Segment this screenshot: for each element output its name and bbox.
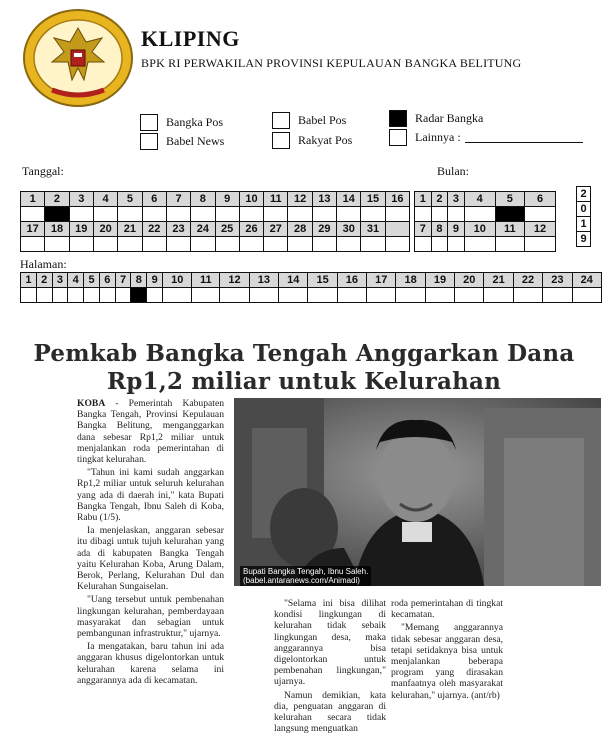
headline-line-1: Pemkab Bangka Tengah Anggarkan Dana — [33, 340, 575, 367]
grid-mark-cell[interactable] — [337, 207, 361, 222]
grid-mark-cell[interactable] — [220, 288, 249, 303]
grid-number-cell: 31 — [361, 222, 385, 237]
grid-number-cell: 16 — [337, 273, 366, 288]
source-radar-bangka[interactable] — [389, 110, 483, 127]
grid-mark-cell[interactable] — [52, 288, 68, 303]
grid-number-cell: 8 — [431, 222, 448, 237]
headline-line-2: Rp1,2 miliar untuk Kelurahan — [106, 368, 502, 395]
grid-number-cell: 5 — [84, 273, 100, 288]
grid-number-cell: 19 — [425, 273, 454, 288]
grid-mark-cell-selected[interactable] — [131, 288, 147, 303]
grid-mark-cell[interactable] — [147, 288, 163, 303]
article-column-3 — [391, 598, 503, 703]
grid-mark-cell[interactable] — [239, 237, 263, 252]
grid-number-cell — [385, 222, 409, 237]
tanggal-grid[interactable] — [20, 191, 410, 252]
clipping-title: KLIPING — [141, 26, 240, 51]
grid-number-cell: 10 — [239, 192, 263, 207]
tanggal-label: Tanggal: — [22, 164, 64, 178]
grid-mark-cell[interactable] — [21, 207, 45, 222]
photo-caption: Bupati Bangka Tengah, Ibnu Saleh. (babel.antaranews.com/Animadi) — [240, 566, 371, 586]
grid-mark-cell[interactable] — [115, 288, 131, 303]
source-label: Rakyat Pos — [298, 133, 353, 147]
grid-mark-cell[interactable] — [484, 288, 513, 303]
grid-number-cell: 3 — [52, 273, 68, 288]
grid-mark-cell[interactable] — [337, 288, 366, 303]
grid-mark-cell[interactable] — [464, 237, 495, 252]
grid-number-cell: 5 — [118, 192, 142, 207]
grid-number-cell: 11 — [192, 273, 220, 288]
grid-mark-cell[interactable] — [288, 237, 312, 252]
grid-number-cell: 4 — [68, 273, 84, 288]
grid-number-cell: 8 — [191, 192, 215, 207]
grid-mark-cell[interactable] — [464, 207, 495, 222]
grid-mark-cell[interactable] — [191, 207, 215, 222]
grid-mark-cell[interactable] — [84, 288, 100, 303]
grid-number-cell: 7 — [166, 192, 190, 207]
grid-mark-cell[interactable] — [396, 288, 425, 303]
grid-number-cell: 3 — [69, 192, 93, 207]
grid-mark-cell[interactable] — [308, 288, 337, 303]
grid-number-cell: 2 — [36, 273, 52, 288]
grid-mark-cell[interactable] — [455, 288, 484, 303]
source-label: Bangka Pos — [166, 115, 223, 129]
grid-mark-cell[interactable] — [279, 288, 308, 303]
grid-number-cell: 15 — [361, 192, 385, 207]
grid-number-cell: 25 — [215, 222, 239, 237]
grid-number-cell: 14 — [279, 273, 308, 288]
grid-mark-cell[interactable] — [21, 288, 37, 303]
bpk-logo — [22, 8, 134, 108]
grid-mark-cell[interactable] — [264, 237, 288, 252]
bupati-photo — [234, 398, 601, 586]
grid-mark-cell[interactable] — [142, 237, 166, 252]
grid-number-cell: 23 — [166, 222, 190, 237]
grid-number-cell: 2 — [431, 192, 448, 207]
grid-mark-cell[interactable] — [36, 288, 52, 303]
grid-number-cell: 4 — [93, 192, 117, 207]
grid-mark-cell[interactable] — [99, 288, 115, 303]
source-rakyat-pos[interactable] — [272, 132, 352, 149]
source-lainnya[interactable] — [389, 129, 583, 146]
grid-number-cell: 10 — [163, 273, 192, 288]
grid-mark-cell[interactable] — [543, 288, 572, 303]
grid-number-cell: 23 — [543, 273, 572, 288]
grid-number-cell: 13 — [249, 273, 278, 288]
agency-name: BPK RI PERWAKILAN PROVINSI KEPULAUAN BANGKA BELITUNG — [141, 56, 522, 70]
grid-mark-cell[interactable] — [415, 237, 432, 252]
grid-mark-cell[interactable] — [425, 288, 454, 303]
source-babel-pos[interactable] — [272, 112, 346, 129]
grid-mark-cell[interactable] — [69, 237, 93, 252]
grid-mark-cell[interactable] — [215, 237, 239, 252]
grid-number-cell: 3 — [448, 192, 465, 207]
grid-mark-cell[interactable] — [21, 237, 45, 252]
source-label: Babel Pos — [298, 113, 347, 127]
grid-number-cell: 13 — [312, 192, 336, 207]
grid-number-cell: 29 — [312, 222, 336, 237]
grid-number-cell: 24 — [191, 222, 215, 237]
grid-number-cell: 20 — [455, 273, 484, 288]
grid-number-cell: 6 — [142, 192, 166, 207]
grid-number-cell: 12 — [525, 222, 556, 237]
grid-number-cell: 20 — [93, 222, 117, 237]
bulan-grid[interactable] — [414, 191, 556, 252]
grid-mark-cell[interactable] — [385, 207, 409, 222]
grid-mark-cell[interactable] — [163, 288, 192, 303]
paragraph: "Tahun ini kami sudah anggarkan Rp1,2 miliar untuk seluruh kelurahan yang ada di daerah ini," kata Bupati Bangka Tengah, Ibnu Saleh di Koba, Rabu (1/5). — [77, 467, 224, 524]
grid-mark-cell-selected[interactable] — [45, 207, 69, 222]
bulan-label: Bulan: — [437, 164, 469, 178]
article-column-2 — [274, 598, 386, 736]
grid-number-cell: 6 — [525, 192, 556, 207]
checkbox-icon[interactable] — [140, 114, 158, 131]
checkbox-icon[interactable] — [272, 132, 290, 149]
grid-mark-cell[interactable] — [93, 237, 117, 252]
paragraph: KOBA - Pemerintah Kabupaten Bangka Tengah, Provinsi Kepulauan Bangka Belitung, menganggarkan dana sebesar Rp1,2 miliar untuk menjalankan roda pemerintahan di tingkat kelurahan. — [77, 398, 224, 466]
paragraph: Namun demikian, kata dia, penguatan anggaran di kelurahan secara tidak langsung menguatkan — [274, 689, 386, 735]
grid-mark-cell[interactable] — [448, 207, 465, 222]
paragraph: roda pemerintahan di tingkat kecamatan. — [391, 598, 503, 621]
grid-mark-cell[interactable] — [166, 207, 190, 222]
grid-number-cell: 7 — [415, 222, 432, 237]
grid-number-cell: 16 — [385, 192, 409, 207]
grid-number-cell: 8 — [131, 273, 147, 288]
source-bangka-pos[interactable] — [140, 114, 223, 131]
checkbox-checked-icon[interactable] — [389, 110, 407, 127]
year-digit: 0 — [576, 201, 591, 217]
source-label: Radar Bangka — [415, 111, 484, 125]
grid-mark-cell[interactable] — [312, 207, 336, 222]
grid-number-cell: 11 — [264, 192, 288, 207]
grid-mark-cell[interactable] — [68, 288, 84, 303]
grid-number-cell: 12 — [288, 192, 312, 207]
source-label: Babel News — [166, 134, 225, 148]
grid-number-cell: 26 — [239, 222, 263, 237]
halaman-label: Halaman: — [20, 257, 67, 271]
grid-number-cell: 4 — [464, 192, 495, 207]
paragraph: Ia mengatakan, baru tahun ini ada anggaran khusus digelontorkan untuk kelurahan karena selama ini anggarannya ada di kecamatan. — [77, 641, 224, 686]
dateline: KOBA — [77, 398, 106, 409]
grid-number-cell: 9 — [215, 192, 239, 207]
grid-number-cell: 17 — [367, 273, 396, 288]
grid-number-cell: 1 — [21, 192, 45, 207]
grid-mark-cell[interactable] — [249, 288, 278, 303]
year-digit: 2 — [576, 186, 591, 202]
grid-mark-cell[interactable] — [513, 288, 542, 303]
year-digit: 9 — [576, 231, 591, 247]
grid-mark-cell[interactable] — [118, 237, 142, 252]
checkbox-icon[interactable] — [389, 129, 407, 146]
source-babel-news[interactable] — [140, 133, 224, 150]
grid-mark-cell[interactable] — [191, 237, 215, 252]
checkbox-icon[interactable] — [140, 133, 158, 150]
year-column — [576, 187, 591, 247]
grid-mark-cell[interactable] — [215, 207, 239, 222]
checkbox-icon[interactable] — [272, 112, 290, 129]
paragraph: "Memang anggarannya tidak sebesar anggaran desa, tetapi setidaknya bisa untuk menjalankan beberapa program yang dirasakan manfaatnya oleh masyarakat kelurahan," ujarnya. (ant/rb) — [391, 622, 503, 701]
grid-mark-cell[interactable] — [361, 237, 385, 252]
grid-number-cell: 1 — [415, 192, 432, 207]
grid-mark-cell[interactable] — [45, 237, 69, 252]
grid-number-cell: 21 — [484, 273, 513, 288]
source-label: Lainnya : — [415, 130, 461, 144]
grid-mark-cell[interactable] — [525, 237, 556, 252]
paragraph: "Selama ini bisa dilihat kondisi lingkungan di kelurahan tidak sebaik lingkungan desa, maka anggarannya bisa digelontorkan untuk pembenahan lingkungan," ujarnya. — [274, 598, 386, 688]
grid-mark-cell[interactable] — [415, 207, 432, 222]
grid-number-cell: 30 — [337, 222, 361, 237]
grid-number-cell: 1 — [21, 273, 37, 288]
grid-number-cell: 18 — [396, 273, 425, 288]
grid-number-cell: 18 — [45, 222, 69, 237]
grid-number-cell: 6 — [99, 273, 115, 288]
grid-number-cell: 15 — [308, 273, 337, 288]
grid-mark-cell[interactable] — [367, 288, 396, 303]
grid-mark-cell[interactable] — [525, 207, 556, 222]
grid-number-cell: 21 — [118, 222, 142, 237]
paragraph: "Uang tersebut untuk pembenahan lingkungan kelurahan, pemberdayaan masyarakat dan sebagian untuk pembangunan infrastruktur," ujarnya. — [77, 594, 224, 640]
grid-number-cell: 2 — [45, 192, 69, 207]
grid-mark-cell-selected[interactable] — [495, 207, 524, 222]
grid-mark-cell[interactable] — [192, 288, 220, 303]
grid-mark-cell[interactable] — [385, 237, 409, 252]
grid-mark-cell[interactable] — [142, 207, 166, 222]
grid-mark-cell[interactable] — [239, 207, 263, 222]
grid-mark-cell[interactable] — [166, 237, 190, 252]
grid-mark-cell[interactable] — [495, 237, 524, 252]
grid-number-cell: 11 — [495, 222, 524, 237]
grid-mark-cell[interactable] — [312, 237, 336, 252]
grid-mark-cell[interactable] — [288, 207, 312, 222]
grid-number-cell: 28 — [288, 222, 312, 237]
grid-mark-cell[interactable] — [431, 207, 448, 222]
year-digit: 1 — [576, 216, 591, 232]
grid-number-cell: 22 — [142, 222, 166, 237]
grid-number-cell: 9 — [448, 222, 465, 237]
grid-number-cell: 12 — [220, 273, 249, 288]
grid-mark-cell[interactable] — [69, 207, 93, 222]
grid-mark-cell[interactable] — [572, 288, 602, 303]
grid-mark-cell[interactable] — [337, 237, 361, 252]
halaman-grid[interactable] — [20, 272, 602, 303]
grid-number-cell: 27 — [264, 222, 288, 237]
grid-number-cell: 14 — [337, 192, 361, 207]
grid-number-cell: 22 — [513, 273, 542, 288]
grid-mark-cell[interactable] — [448, 237, 465, 252]
grid-mark-cell[interactable] — [431, 237, 448, 252]
grid-mark-cell[interactable] — [264, 207, 288, 222]
grid-number-cell: 9 — [147, 273, 163, 288]
grid-number-cell: 5 — [495, 192, 524, 207]
grid-mark-cell[interactable] — [118, 207, 142, 222]
article-column-1 — [77, 398, 224, 688]
grid-number-cell: 19 — [69, 222, 93, 237]
grid-number-cell: 24 — [572, 273, 602, 288]
grid-number-cell: 10 — [464, 222, 495, 237]
lainnya-fill-line[interactable] — [465, 132, 583, 143]
grid-mark-cell[interactable] — [361, 207, 385, 222]
grid-number-cell: 17 — [21, 222, 45, 237]
grid-number-cell: 7 — [115, 273, 131, 288]
paragraph: Ia menjelaskan, anggaran sebesar itu dibagi untuk tujuh kelurahan yang ada di kabupaten Bangka Tengah yaitu Kelurahan Koba, Arung Dalam, Berok, Perlang, Kelurahan Dul dan Kelurahan Sungaiselan. — [77, 525, 224, 593]
grid-mark-cell[interactable] — [93, 207, 117, 222]
